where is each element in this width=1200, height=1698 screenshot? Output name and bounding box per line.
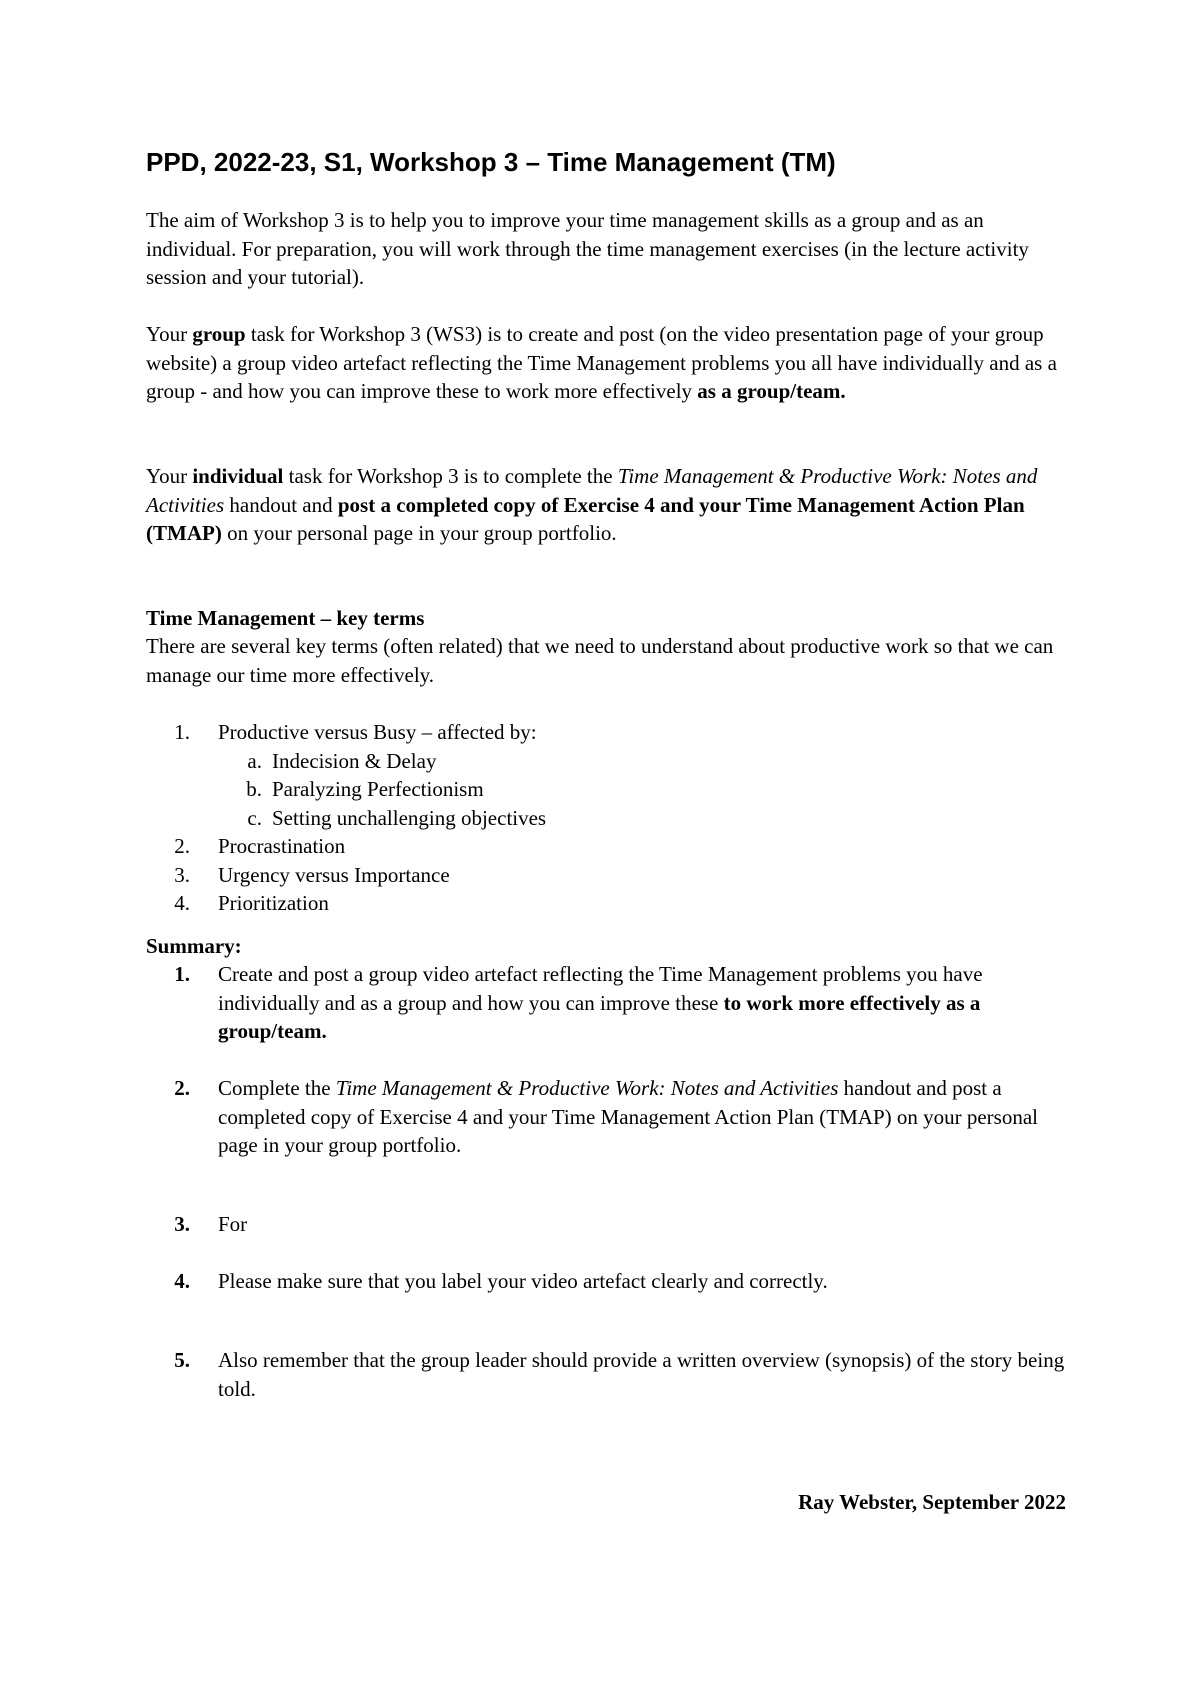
summary-3-text: For — [218, 1212, 248, 1236]
key-terms-intro: There are several key terms (often related) that we need to understand about productive work so that we can manage our time more effectively. — [146, 634, 1054, 687]
list-item: c. Setting unchallenging objectives — [247, 805, 547, 830]
group-task-bold-team: as a group/team. — [697, 379, 846, 403]
list-item: a. Indecision & Delay — [247, 748, 437, 773]
list-item: 3. Urgency versus Importance — [174, 862, 450, 887]
key-terms-list — [146, 718, 1066, 918]
list-item: b. Paralyzing Perfectionism — [246, 777, 484, 801]
summary-5-text: Also remember that the group leader should provide a written overview (synopsis) of the story being told. — [218, 1348, 1065, 1401]
summary-2-text-2: handout and post a completed copy of Exercise 4 and your Time Management Action Plan (TMAP) on your personal page in your group portfolio. — [218, 1076, 1039, 1157]
summary-2-text-1: Complete the — [218, 1076, 336, 1100]
summary-4-text: Please make sure that you label your video artefact clearly and correctly. — [218, 1269, 828, 1293]
individual-task-text-1: Your — [146, 464, 193, 488]
list-item: 2. Procrastination — [174, 834, 346, 858]
key-terms-heading: Time Management – key terms — [146, 606, 425, 630]
group-task-text-1: Your — [146, 322, 193, 346]
individual-task-handout-title: Time Management & Productive Work: Notes and Activities — [146, 464, 1038, 517]
individual-task-text-3: handout and — [224, 492, 338, 517]
intro-paragraph: The aim of Workshop 3 is to help you to improve your time management skills as a group and as an individual. For preparation, you will work through the time management exercises (in the lecture activity session and your tutorial). — [146, 208, 1029, 289]
individual-task-paragraph — [146, 462, 1066, 548]
summary-2-handout-title: Time Management & Productive Work: Notes and Activities — [335, 1076, 839, 1100]
list-item: 4. Prioritization — [174, 891, 329, 915]
summary-item-4: 4. Please make sure that you label your video artefact clearly and correctly. — [146, 1267, 1066, 1296]
author-signature: Ray Webster, September 2022 — [798, 1490, 1066, 1514]
group-task-paragraph — [146, 320, 1066, 406]
summary-item-3: 3. For — [146, 1210, 1066, 1239]
summary-heading: Summary: — [146, 934, 242, 958]
list-item: 1. Productive versus Busy – affected by: — [174, 720, 537, 744]
group-task-text-2: task for Workshop 3 (WS3) is to create and post (on the video presentation page of your group website) a group video artefact reflecting the Time Management problems you all have individually and as a group - and how you can improve these to work more effectively — [146, 322, 1057, 403]
summary-1-bold: to work more effectively as a group/team. — [218, 990, 981, 1043]
summary-1-text: Create and post a group video artefact reflecting the Time Management problems you have individually and as a group and how you can improve these — [218, 962, 983, 1015]
individual-task-text-2: task for Workshop 3 is to complete the — [283, 464, 618, 488]
group-task-bold-group: group — [192, 322, 246, 346]
summary-item-1: 1. Create and post a group video artefact reflecting the Time Management problems you have individually and as a group and how you can improve these to work more effectively as a group/team. — [174, 962, 983, 1043]
summary-item-2: 2. Complete the Time Management & Productive Work: Notes and Activities handout and post a completed copy of Exercise 4 and your Time Management Action Plan (TMAP) on your personal page in your group portfolio. — [174, 1076, 1039, 1157]
individual-task-bold-post: post a completed copy of Exercise 4 and your Time Management Action Plan (TMAP) — [146, 492, 1025, 545]
individual-task-bold-individual: individual — [192, 464, 284, 488]
individual-task-text-4: on your personal page in your group portfolio. — [221, 521, 617, 545]
page-title: PPD, 2022-23, S1, Workshop 3 – Time Management (TM) — [146, 147, 836, 177]
summary-item-5: 5. Also remember that the group leader should provide a written overview (synopsis) of the story being told. — [146, 1346, 1066, 1403]
